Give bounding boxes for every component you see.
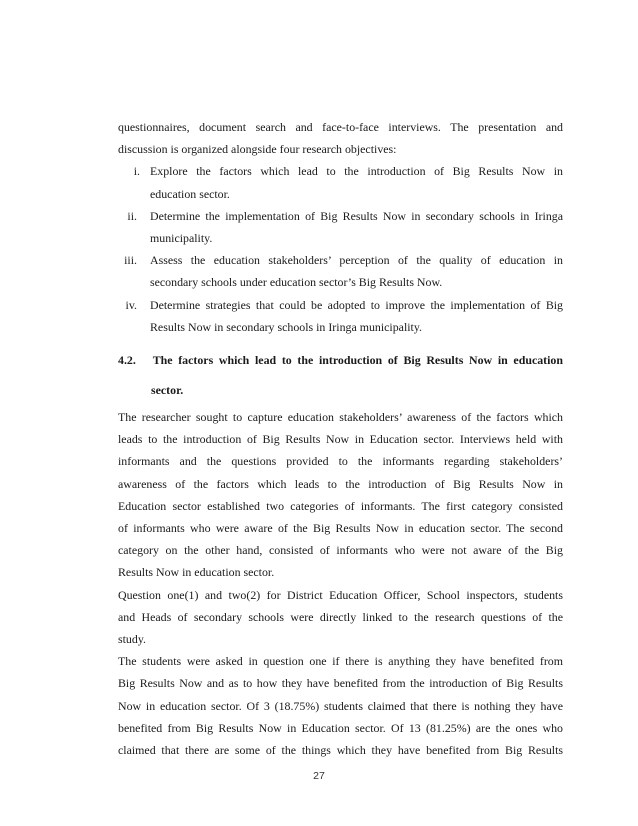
objective-item	[118, 294, 563, 338]
paragraph-line: of informants who were aware of the Big Results Now in education sector. The second	[118, 521, 563, 536]
paragraph-students	[118, 650, 563, 761]
section-heading: 4.2. The factors which lead to the introduction of Big Results Now in education	[118, 353, 563, 368]
objective-text: Results Now in secondary schools in Iringa municipality.	[150, 319, 423, 334]
objective-text: Explore the factors which lead to the introduction of Big Results Now in	[150, 164, 563, 179]
paragraph-line-text: Results Now in education sector.	[118, 565, 275, 580]
objective-text: education sector.	[150, 186, 230, 201]
objective-text: Determine strategies that could be adopted to improve the implementation of Big	[150, 297, 563, 312]
paragraph-line: study.	[118, 632, 146, 647]
objective-number: ii.	[127, 208, 137, 223]
objective-item	[118, 249, 563, 293]
paragraph-line: claimed that there are some of the things which they have benefited from Big Results	[118, 743, 563, 758]
objective-number: i.	[133, 164, 140, 179]
objective-text: Assess the education stakeholders’ perception of the quality of education in	[150, 253, 563, 268]
document-page	[118, 116, 563, 761]
objective-number: iii.	[124, 253, 137, 268]
paragraph-line	[118, 561, 563, 583]
objectives-list	[118, 160, 563, 338]
paragraph-line: Question one(1) and two(2) for District Education Officer, School inspectors, students	[118, 587, 563, 602]
paragraph-line: The researcher sought to capture education stakeholders’ awareness of the factors which	[118, 410, 563, 425]
objective-text: municipality.	[150, 231, 213, 246]
paragraph-line: benefited from Big Results Now in Education sector. Of 13 (81.25%) are the ones who	[118, 720, 563, 735]
paragraph-line: and Heads of secondary schools were directly linked to the research questions of the	[118, 609, 563, 624]
objective-number: iv.	[125, 297, 137, 312]
paragraph-line: Education sector established two categories of informants. The first category consisted	[118, 498, 563, 513]
objective-item	[118, 205, 563, 249]
paragraph-line: Now in education sector. Of 3 (18.75%) students claimed that there is nothing they have	[118, 698, 563, 713]
page-number: 27	[313, 770, 325, 782]
objective-text: Determine the implementation of Big Results Now in secondary schools in Iringa	[150, 208, 563, 223]
paragraph-awareness	[118, 406, 563, 584]
intro-line-1: questionnaires, document search and face-to-face interviews. The presentation and	[118, 120, 563, 134]
paragraph-line: Big Results Now and as to how they have benefited from the introduction of Big Results	[118, 676, 563, 691]
paragraph-questions	[118, 584, 563, 651]
objective-text: secondary schools under education sector’s Big Results Now.	[150, 275, 443, 290]
paragraph-line: leads to the introduction of Big Results Now in Education sector. Interviews held with	[118, 432, 563, 447]
paragraph-line: category on the other hand, consisted of informants who were not aware of the Big	[118, 543, 563, 558]
paragraph-line: informants and the questions provided to the informants regarding stakeholders’	[118, 454, 563, 469]
paragraph-line: awareness of the factors which leads to the introduction of Big Results Now in	[118, 476, 563, 491]
intro-line-2: discussion is organized alongside four research objectives:	[118, 142, 397, 157]
section-heading-continued: sector.	[151, 383, 184, 398]
objective-item	[118, 160, 563, 204]
paragraph-line: The students were asked in question one if there is anything they have benefited from	[118, 654, 563, 669]
